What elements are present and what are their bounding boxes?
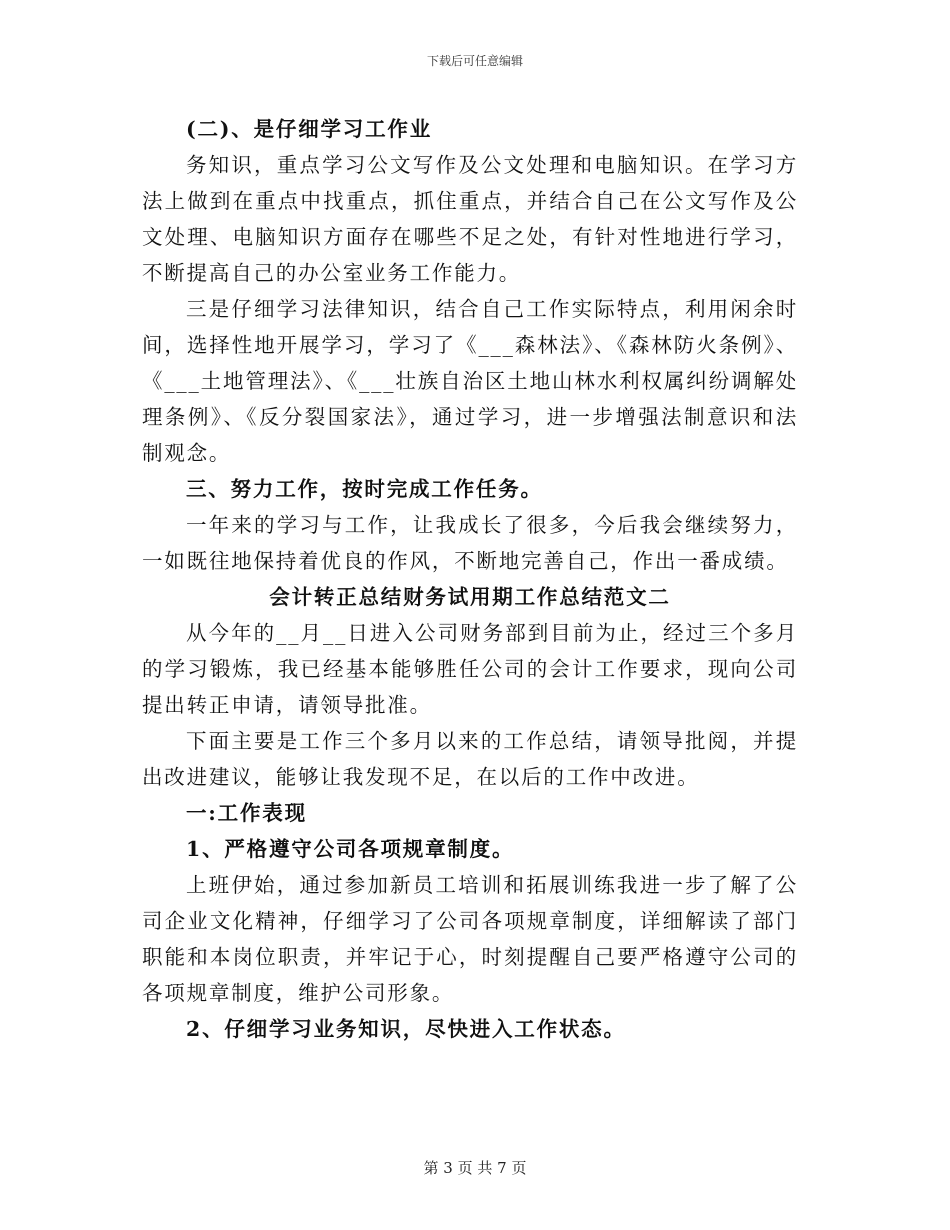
body-paragraph: 下面主要是工作三个多月以来的工作总结，请领导批阅，并提出改进建议，能够让我发现不足，在以后的工作中改进。 (142, 729, 798, 789)
section-heading: 一:工作表现 (186, 801, 307, 825)
body-paragraph: 三是仔细学习法律知识，结合自己工作实际特点，利用闲余时间，选择性地开展学习，学习了《___森林法》、《森林防火条例》、《___土地管理法》、《___壮族自治区土地山林水利权属纠纷调解处理条例》、《反分裂国家法》，通过学习，进一步增强法制意识和法制观念。 (142, 297, 798, 465)
section-heading: (二)、是仔细学习工作业 (186, 117, 432, 141)
body-paragraph: 从今年的__月__日进入公司财务部到目前为止，经过三个多月的学习锻炼，我已经基本能够胜任公司的会计工作要求，现向公司提出转正申请，请领导批准。 (142, 621, 798, 717)
body-paragraph: 一年来的学习与工作，让我成长了很多，今后我会继续努力，一如既往地保持着优良的作风，不断地完善自己，作出一番成绩。 (142, 513, 798, 573)
section-heading: 2、仔细学习业务知识，尽快进入工作状态。 (186, 1017, 626, 1041)
page-header: 下载后可任意编辑 (426, 54, 523, 68)
section-heading: 三、努力工作，按时完成工作任务。 (186, 477, 543, 501)
body-paragraph: 务知识，重点学习公文写作及公文处理和电脑知识。在学习方法上做到在重点中找重点，抓住重点，并结合自己在公文写作及公文处理、电脑知识方面存在哪些不足之处，有针对性地进行学习，不断提高自己的办公室业务工作能力。 (142, 153, 798, 285)
document-body (142, 111, 798, 1047)
section-heading: 1、严格遵守公司各项规章制度。 (186, 837, 515, 861)
body-paragraph: 上班伊始，通过参加新员工培训和拓展训练我进一步了解了公司企业文化精神，仔细学习了公司各项规章制度，详细解读了部门职能和本岗位职责，并牢记于心，时刻提醒自己要严格遵守公司的各项规章制度，维护公司形象。 (142, 873, 798, 1005)
document-title: 会计转正总结财务试用期工作总结范文二 (269, 585, 671, 609)
page-footer: 第 3 页 共 7 页 (423, 1159, 527, 1177)
